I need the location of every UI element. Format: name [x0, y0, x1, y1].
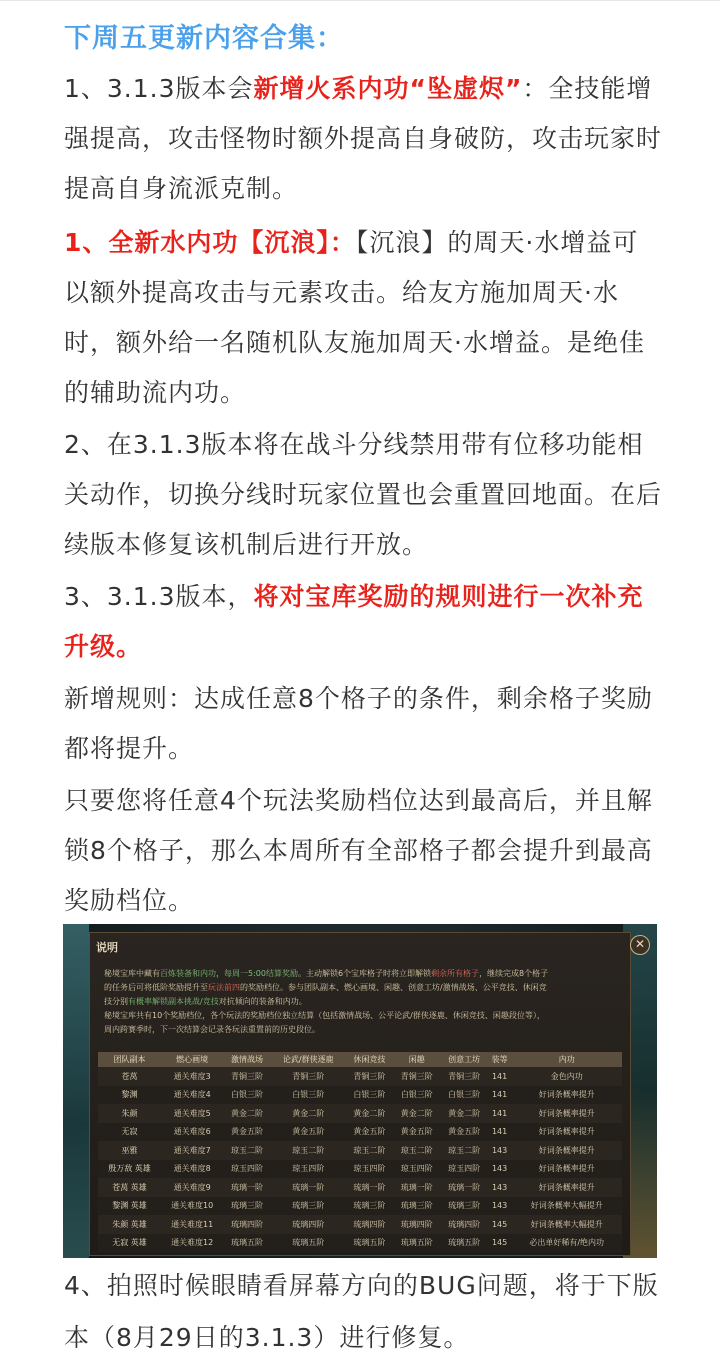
table-cell: 145	[488, 1215, 512, 1234]
table-cell: 青铜三阶	[440, 1067, 487, 1086]
table-cell: 琉璃三阶	[223, 1197, 270, 1216]
article-footer	[64, 1260, 664, 1364]
item1b-highlight: 1、全新水内功【沉浪】：	[64, 228, 356, 257]
dialog-description	[104, 967, 624, 1037]
table-cell: 琼玉四阶	[271, 1160, 346, 1179]
table-cell: 通关难度6	[161, 1123, 223, 1142]
column-header: 燃心画境	[161, 1052, 223, 1067]
desc-line-5: 周内跨赛季时，下一次结算会记录各玩法重置前的历史段位。	[104, 1025, 320, 1034]
table-cell: 黄金二阶	[271, 1104, 346, 1123]
table-cell: 黄金二阶	[223, 1104, 270, 1123]
table-cell: 好词条概率提升	[511, 1104, 622, 1123]
table-cell: 白银三阶	[440, 1086, 487, 1105]
table-cell: 145	[488, 1234, 512, 1253]
paragraph-item2	[64, 420, 664, 570]
table-cell: 琼玉四阶	[346, 1160, 393, 1179]
table-cell: 琉璃五阶	[440, 1234, 487, 1253]
table-cell: 143	[488, 1160, 512, 1179]
table-cell: 好词条概率大幅提升	[511, 1215, 622, 1234]
table-cell: 琉璃四阶	[346, 1215, 393, 1234]
table-row	[98, 1160, 622, 1179]
table-cell: 143	[488, 1197, 512, 1216]
item1-prefix: 1、3.1.3版本会	[64, 74, 254, 103]
table-cell: 琉璃一阶	[271, 1178, 346, 1197]
paragraph-item1	[64, 64, 664, 214]
table-cell: 143	[488, 1178, 512, 1197]
table-row	[98, 1067, 622, 1086]
table-cell: 无寂	[98, 1123, 161, 1142]
table-cell: 黄金二阶	[346, 1104, 393, 1123]
table-cell: 琉璃五阶	[393, 1234, 440, 1253]
close-icon[interactable]: ✕	[630, 935, 650, 955]
table-cell: 琉璃四阶	[271, 1215, 346, 1234]
table-cell: 琼玉二阶	[393, 1141, 440, 1160]
item2-text: 2、在3.1.3版本将在战斗分线禁用带有位移功能相关动作，切换分线时玩家位置也会重置回地面。在后续版本修复该机制后进行开放。	[64, 430, 663, 559]
table-header-row	[98, 1052, 622, 1067]
item1-text: ：全技能增强提高，攻击怪物时额外提高自身破防，攻击玩家时提高自身流派克制。	[64, 74, 663, 203]
table-cell: 琉璃一阶	[346, 1178, 393, 1197]
table-cell: 琉璃一阶	[223, 1178, 270, 1197]
item3-prefix: 3、3.1.3版本，	[64, 582, 254, 611]
table-cell: 通关难度11	[161, 1215, 223, 1234]
table-cell: 琉璃四阶	[440, 1215, 487, 1234]
table-row	[98, 1086, 622, 1105]
table-cell: 琼玉二阶	[271, 1141, 346, 1160]
table-cell: 琉璃四阶	[223, 1215, 270, 1234]
table-cell: 苍莴	[98, 1067, 161, 1086]
table-cell: 琉璃四阶	[393, 1215, 440, 1234]
table-row	[98, 1197, 622, 1216]
table-cell: 苍莴 英雄	[98, 1178, 161, 1197]
top-divider	[0, 0, 720, 1]
column-header: 创意工坊	[440, 1052, 487, 1067]
article-title	[64, 14, 664, 64]
table-cell: 好词条概率提升	[511, 1141, 622, 1160]
table-cell: 通关难度7	[161, 1141, 223, 1160]
column-header: 休闲竞技	[346, 1052, 393, 1067]
table-cell: 通关难度9	[161, 1178, 223, 1197]
dialog-title: 说明	[96, 941, 118, 954]
table-cell: 琼玉二阶	[440, 1141, 487, 1160]
table-cell: 通关难度4	[161, 1086, 223, 1105]
item4-text: 4、拍照时候眼睛看屏幕方向的BUG问题，将于下版本（8月29日的3.1.3）进行修复。	[64, 1271, 659, 1352]
table-cell: 琉璃五阶	[271, 1234, 346, 1253]
table-cell: 琼玉二阶	[346, 1141, 393, 1160]
table-cell: 好词条概率提升	[511, 1086, 622, 1105]
table-row	[98, 1234, 622, 1253]
table-row	[98, 1104, 622, 1123]
table-cell: 白银三阶	[346, 1086, 393, 1105]
table-cell: 黎渊	[98, 1086, 161, 1105]
rule1-text: 新增规则：达成任意8个格子的条件，剩余格子奖励都将提升。	[64, 684, 653, 763]
table-cell: 黄金五阶	[271, 1123, 346, 1142]
table-cell: 朱颜	[98, 1104, 161, 1123]
desc-line-2: 的任务后可将低阶奖励提升至玩法前四的奖励档位。参与团队副本、燃心画境、闲趣、创意工坊/激情战场、公平竞技、休闲竞	[104, 983, 547, 992]
table-cell: 金色内功	[511, 1067, 622, 1086]
table-cell: 143	[488, 1141, 512, 1160]
table-cell: 白银三阶	[223, 1086, 270, 1105]
table-cell: 白银三阶	[393, 1086, 440, 1105]
table-cell: 琼玉二阶	[223, 1141, 270, 1160]
table-cell: 黄金五阶	[440, 1123, 487, 1142]
table-cell: 青铜三阶	[223, 1067, 270, 1086]
item3-highlight: 将对宝库奖励的规则进行一次补充升级。	[64, 582, 644, 661]
paragraph-item3	[64, 572, 664, 672]
article-body	[64, 14, 664, 926]
table-row	[98, 1123, 622, 1142]
scenery-left	[63, 924, 89, 1258]
table-cell: 141	[488, 1067, 512, 1086]
table-cell: 琉璃三阶	[271, 1197, 346, 1216]
desc-line-1: 秘境宝库中藏有百炼装备和内功，每周一5:00结算奖励。主动解锁6个宝库格子时将立即解锁剩余所有格子，继续完成8个格子	[104, 969, 549, 978]
game-screenshot-image	[63, 924, 657, 1258]
table-cell: 141	[488, 1123, 512, 1142]
column-header: 装等	[488, 1052, 512, 1067]
table-cell: 青铜三阶	[271, 1067, 346, 1086]
table-cell: 通关难度10	[161, 1197, 223, 1216]
table-row	[98, 1141, 622, 1160]
table-cell: 好词条概率提升	[511, 1160, 622, 1179]
table-cell: 通关难度3	[161, 1067, 223, 1086]
table-cell: 青铜三阶	[393, 1067, 440, 1086]
table-cell: 好词条概率提升	[511, 1123, 622, 1142]
table-cell: 琉璃三阶	[440, 1197, 487, 1216]
table-cell: 141	[488, 1086, 512, 1105]
table-cell: 琼玉四阶	[223, 1160, 270, 1179]
table-cell: 必出单好稀有/绝内功	[511, 1234, 622, 1253]
table-cell: 好词条概率提升	[511, 1178, 622, 1197]
table-cell: 琉璃五阶	[346, 1234, 393, 1253]
table-cell: 通关难度5	[161, 1104, 223, 1123]
table-cell: 通关难度8	[161, 1160, 223, 1179]
table-cell: 巫雅	[98, 1141, 161, 1160]
table-cell: 黄金二阶	[393, 1104, 440, 1123]
table-cell: 黎渊 英雄	[98, 1197, 161, 1216]
table-cell: 141	[488, 1104, 512, 1123]
paragraph-item4	[64, 1260, 664, 1364]
rule2-text: 只要您将任意4个玩法奖励档位达到最高后，并且解锁8个格子，那么本周所有全部格子都会提升到最高奖励档位。	[64, 786, 653, 915]
table-cell: 琉璃三阶	[346, 1197, 393, 1216]
table-row	[98, 1215, 622, 1234]
column-header: 激情战场	[223, 1052, 270, 1067]
rewards-table	[98, 1052, 622, 1252]
article-title-text: 下周五更新内容合集：	[64, 23, 344, 54]
table-cell: 白银三阶	[271, 1086, 346, 1105]
table-cell: 朱颜 英雄	[98, 1215, 161, 1234]
info-dialog	[89, 932, 646, 1256]
table-cell: 通关难度12	[161, 1234, 223, 1253]
table-cell: 黄金五阶	[346, 1123, 393, 1142]
table-cell: 黄金五阶	[223, 1123, 270, 1142]
paragraph-rule1	[64, 674, 664, 774]
table-cell: 琉璃一阶	[440, 1178, 487, 1197]
desc-line-3: 技分别有概率解锁副本挑战/竞技对抗倾向的装备和内功。	[104, 997, 307, 1006]
paragraph-rule2	[64, 776, 664, 926]
column-header: 闲趣	[393, 1052, 440, 1067]
column-header: 内功	[511, 1052, 622, 1067]
table-cell: 好词条概率大幅提升	[511, 1197, 622, 1216]
table-row	[98, 1178, 622, 1197]
column-header: 论武/群侠逐鹿	[271, 1052, 346, 1067]
table-cell: 黄金二阶	[440, 1104, 487, 1123]
desc-line-4: 秘境宝库共有10个奖励档位，各个玩法的奖励档位独立结算（包括激情战场、公平论武/群侠逐鹿、休闲竞技、闲趣段位等），	[104, 1011, 545, 1020]
table-cell: 青铜三阶	[346, 1067, 393, 1086]
table-cell: 黄金五阶	[393, 1123, 440, 1142]
item1-highlight: 新增火系内功“坠虚烬”	[253, 74, 523, 103]
table-cell: 琉璃一阶	[393, 1178, 440, 1197]
item1b-text: 【沉浪】的周天·水增益可以额外提高攻击与元素攻击。给友方施加周天·水时，额外给一名随机队友施加周天·水增益。是绝佳的辅助流内功。	[64, 228, 645, 407]
table-cell: 无寂 英雄	[98, 1234, 161, 1253]
table-cell: 殷万敌 英雄	[98, 1160, 161, 1179]
table-cell: 琼玉四阶	[393, 1160, 440, 1179]
table-cell: 琉璃三阶	[393, 1197, 440, 1216]
table-cell: 琉璃五阶	[223, 1234, 270, 1253]
table-body	[98, 1067, 622, 1252]
column-header: 团队副本	[98, 1052, 161, 1067]
paragraph-item1b	[64, 218, 664, 418]
table-cell: 琼玉四阶	[440, 1160, 487, 1179]
